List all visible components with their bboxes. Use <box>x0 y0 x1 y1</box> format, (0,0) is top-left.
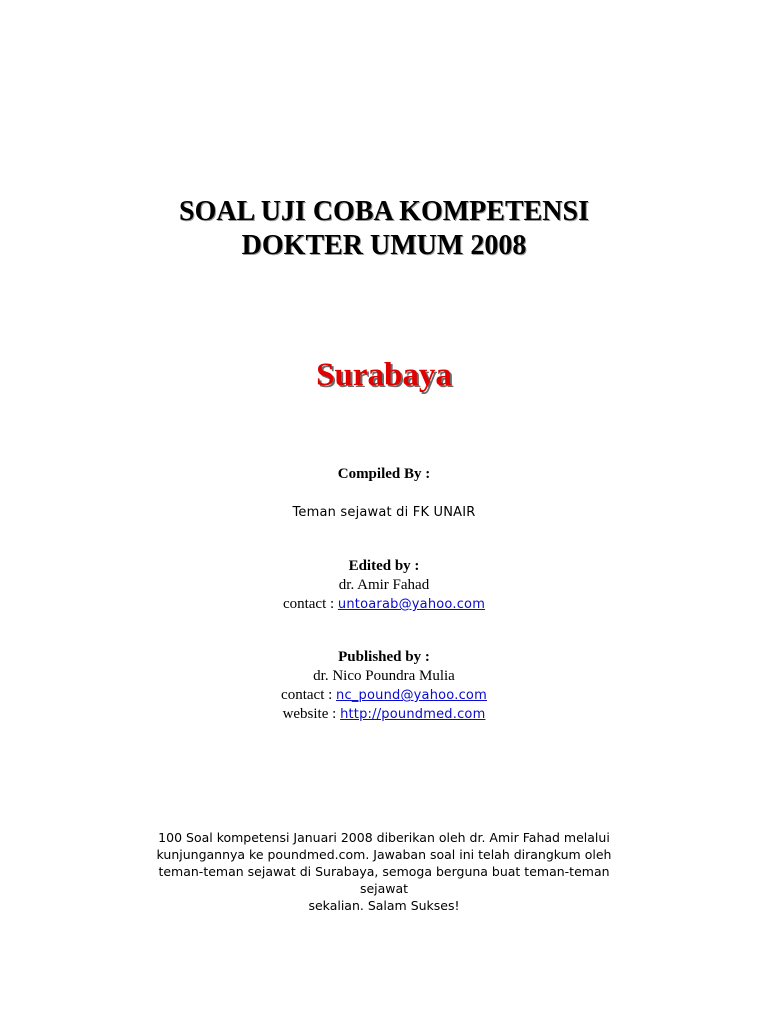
document-subtitle: Surabaya <box>316 357 452 393</box>
compiled-label: Compiled By : <box>337 466 431 482</box>
title-line-1: SOAL UJI COBA KOMPETENSI <box>179 196 589 227</box>
intro-note <box>150 829 618 914</box>
published-by-section <box>0 648 768 724</box>
website-link[interactable]: http://poundmed.com <box>340 707 486 722</box>
compiled-name: Teman sejawat di FK UNAIR <box>292 505 476 520</box>
published-label: Published by : <box>338 649 430 665</box>
editor-name: dr. Amir Fahad <box>338 577 430 593</box>
publisher-name: dr. Nico Poundra Mulia <box>313 668 455 684</box>
website-prefix: website : <box>282 706 341 722</box>
publisher-contact-prefix: contact : <box>281 687 337 703</box>
compiled-by-label <box>0 465 768 484</box>
note-line-4: sekalian. Salam Sukses! <box>308 898 460 913</box>
publisher-email-link[interactable]: nc_pound@yahoo.com <box>336 688 487 703</box>
title-line-2: DOKTER UMUM 2008 <box>241 230 527 261</box>
compiled-by-name <box>0 503 768 522</box>
edited-label: Edited by : <box>348 558 420 574</box>
document-title <box>0 195 768 263</box>
edited-by-section <box>0 557 768 614</box>
editor-email-link[interactable]: untoarab@yahoo.com <box>337 597 486 612</box>
note-line-3: teman-teman sejawat di Surabaya, semoga berguna buat teman-teman sejawat <box>158 864 610 896</box>
note-line-1: 100 Soal kompetensi Januari 2008 diberikan oleh dr. Amir Fahad melalui <box>158 830 610 845</box>
editor-contact-prefix: contact : <box>282 596 338 612</box>
note-line-2: kunjungannya ke poundmed.com. Jawaban soal ini telah dirangkum oleh <box>156 847 612 862</box>
